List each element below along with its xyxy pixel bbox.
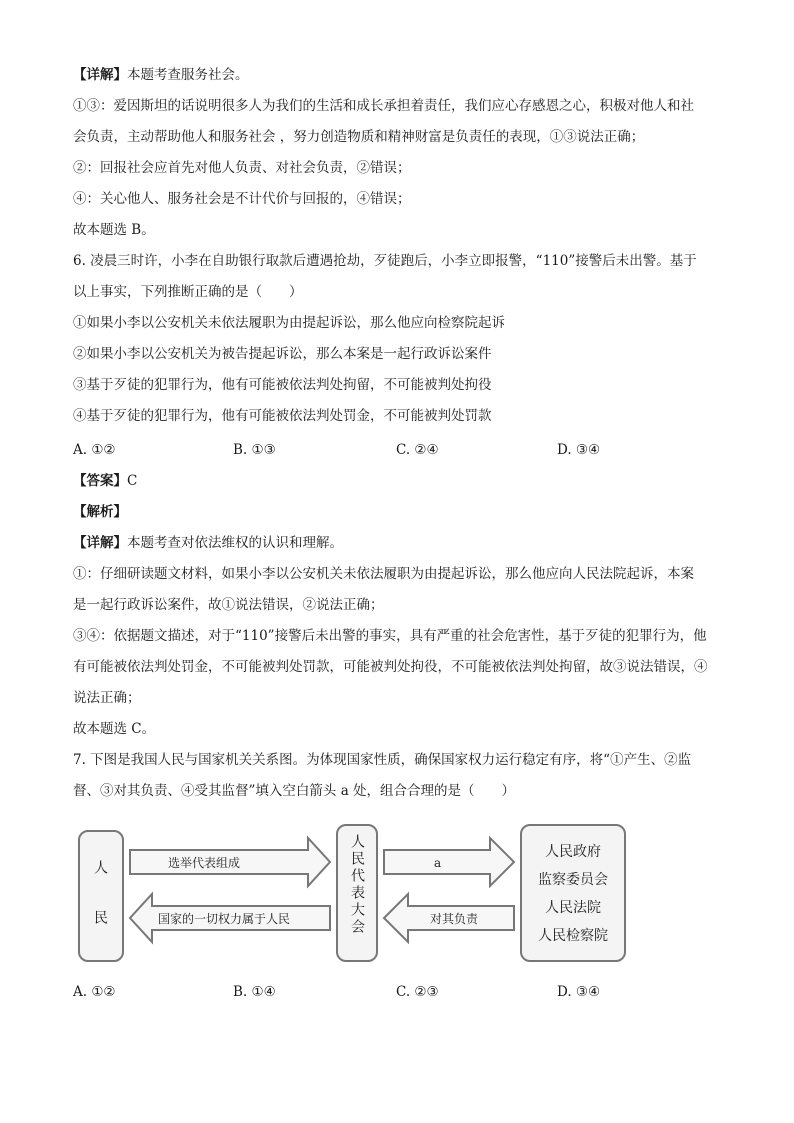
text-line [73,627,707,645]
arrow-top-right-label: a [434,856,442,870]
text-line [73,128,644,146]
text-line [73,751,691,769]
line-text: 以上事实，下列推断正确的是（ ） [73,284,303,300]
line-text: ①如果小李以公安机关未依法履职为由提起诉讼，那么他应向检察院起诉 [73,315,505,331]
line-text: 故本题选 C。 [73,721,156,737]
option: B. ①③ [233,442,276,458]
people-label: 人民 [92,860,108,960]
line-text: 会负责，主动帮助他人和服务社会 ，努力创造物质和精神财富是负责任的表现，①③说法正确； [73,129,645,145]
text-line [73,159,411,177]
arrow-top-right [384,838,514,886]
line-text: ①③：爱因斯坦的话说明很多人为我们的生活和成长承担着责任，我们应心存感恩之心，积极对他人和社 [73,98,694,114]
text-line [73,345,492,363]
text-line [73,503,127,521]
text-line [73,596,384,614]
arrow-bottom-left-label: 国家的一切权力属于人民 [158,912,291,926]
line-text: ③基于歹徒的犯罪行为，他有可能被依法判处拘留，不可能被判处拘役 [73,377,492,393]
state-organ-label: 人民政府 [545,844,601,860]
line-text: ①：仔细研读题文材料，如果小李以公安机关未依法履职为由提起诉讼，那么他应向人民法院起诉，本案 [73,566,694,582]
option: A. ①② [73,984,116,1000]
line-text: 有可能被依法判处罚金，不可能被判处罚款，可能被判处拘役，不可能被依法判处拘留，故③说法错误，④ [73,659,708,675]
text-line [73,283,303,301]
relationship-diagram [78,820,628,970]
diagram-arrows [78,820,628,970]
line-text: ④基于歹徒的犯罪行为，他有可能被依法判处罚金，不可能被判处罚款 [73,408,492,424]
arrow-bottom-right-label: 对其负责 [430,912,479,926]
text-line [73,376,492,394]
text-line [73,252,697,270]
option: A. ①② [73,442,116,458]
option: B. ①④ [233,984,276,1000]
text-line [73,658,708,676]
line-text: ②：回报社会应首先对他人负责、对社会负责，②错误； [73,160,411,176]
text-line [73,66,249,84]
text-line [73,407,492,425]
line-text: 是一起行政诉讼案件，故①说法错误，②说法正确； [73,597,384,613]
option: C. ②④ [396,442,439,458]
text-line [73,190,411,208]
line-text: 本题考查对依法维权的认识和理解。 [127,535,343,551]
line-text: ④：关心他人、服务社会是不计代价与回报的，④错误； [73,191,411,207]
state-organ-label: 人民法院 [545,900,601,916]
option: C. ②③ [396,984,439,1000]
text-line [73,472,137,490]
line-text: 说法正确； [73,690,141,706]
line-text: 6. 凌晨三时许，小李在自助银行取款后遭遇抢劫，歹徒跑后，小李立即报警，“110”接警后未出警。基于 [73,253,697,269]
text-line [73,534,343,552]
text-line [73,720,155,738]
section-marker: 【解析】 [73,504,127,520]
line-text: 督、③对其负责、④受其监督”填入空白箭头 a 处，组合合理的是（ ） [73,783,516,799]
text-line [73,97,694,115]
section-marker: 【详解】 [73,535,127,551]
line-text: ③④：依据题文描述，对于“110”接警后未出警的事实，具有严重的社会危害性，基于歹徒的犯罪行为，他 [73,628,707,644]
state-organ-label: 人民检察院 [538,928,608,944]
text-line [73,782,515,800]
section-marker: 【答案】 [73,473,127,489]
option: D. ③④ [557,442,601,458]
text-line [73,221,155,239]
line-text: ②如果小李以公安机关为被告提起诉讼，那么本案是一起行政诉讼案件 [73,346,492,362]
npc-label: 人民代表大会 [349,834,365,936]
option: D. ③④ [557,984,601,1000]
text-line [73,314,505,332]
arrow-top-left-label: 选举代表组成 [168,856,241,870]
line-text: 故本题选 B。 [73,222,155,238]
state-organ-label: 监察委员会 [538,872,608,888]
section-marker: 【详解】 [73,67,127,83]
line-text: 本题考查服务社会。 [127,67,249,83]
line-text: 7. 下图是我国人民与国家机关关系图。为体现国家性质，确保国家权力运行稳定有序，将“①产生、②监 [73,752,692,768]
text-line [73,565,694,583]
text-line [73,689,141,707]
line-text: C [127,473,138,489]
